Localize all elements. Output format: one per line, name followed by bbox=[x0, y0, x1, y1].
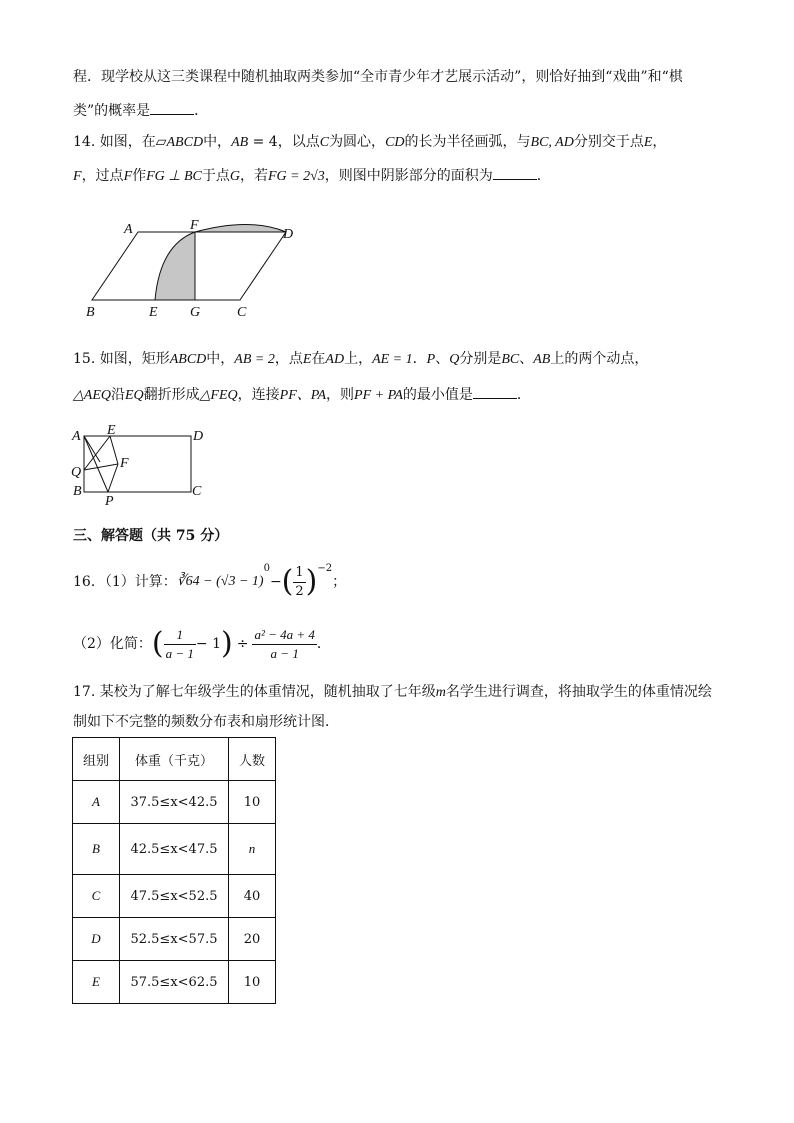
segment-qa-dash bbox=[84, 436, 100, 462]
table-row bbox=[73, 781, 276, 824]
q15-end: ． bbox=[516, 387, 531, 403]
answer-blank-15 bbox=[473, 386, 517, 399]
table-cell: 20 bbox=[229, 918, 276, 961]
q15-math: AE = 1 bbox=[372, 352, 413, 367]
q14-text: 分别交于点 bbox=[573, 134, 644, 150]
q15-math: PF + PA bbox=[354, 388, 403, 403]
table-header: 组别 bbox=[73, 738, 120, 781]
q17-text: 名学生进行调查，将抽取学生的体重情况绘 bbox=[445, 684, 712, 700]
q14-line2 bbox=[73, 167, 551, 186]
q16-exp-neg2: −2 bbox=[317, 563, 333, 574]
frequency-table bbox=[72, 737, 276, 1004]
q14-math: CD bbox=[385, 135, 405, 150]
q15-math: PF、PA bbox=[279, 388, 327, 403]
label-f: F bbox=[190, 218, 199, 233]
q14-text: ，则图中阴影部分的面积为 bbox=[324, 168, 493, 184]
table-cell: A bbox=[73, 781, 120, 824]
q15-text: 、 bbox=[435, 351, 450, 367]
q15-math: AD bbox=[325, 352, 345, 367]
table-row bbox=[73, 961, 276, 1004]
paren-left: ( bbox=[281, 564, 294, 599]
q14-text: 中， bbox=[203, 134, 232, 150]
rectangle-abcd bbox=[84, 436, 191, 492]
q14-math: C bbox=[319, 135, 330, 150]
fraction-half bbox=[293, 564, 305, 601]
q14-text: = 4，以点 bbox=[248, 134, 320, 150]
q16-label2: （2）化简： bbox=[73, 636, 152, 652]
q13-text-line2 bbox=[73, 102, 208, 120]
table-header: 人数 bbox=[229, 738, 276, 781]
table-cell: 10 bbox=[229, 961, 276, 1004]
answer-blank-14 bbox=[493, 167, 537, 180]
q15-text: 翻折形成 bbox=[143, 387, 200, 403]
q15-text: 在 bbox=[311, 351, 326, 367]
table-cell: 47.5≤x<52.5 bbox=[120, 875, 229, 918]
parallelogram-symbol: ▱ bbox=[155, 134, 167, 150]
table-cell: 37.5≤x<42.5 bbox=[120, 781, 229, 824]
table-cell: D bbox=[73, 918, 120, 961]
label-d: D bbox=[283, 227, 294, 242]
q16-minus: − bbox=[269, 574, 282, 590]
q15-math: △FEQ bbox=[199, 388, 238, 403]
q14-math: ABCD bbox=[166, 135, 204, 150]
segment-fp bbox=[108, 464, 118, 492]
q15-math: △AEQ bbox=[73, 388, 111, 403]
q15-math: AB = 2 bbox=[234, 352, 275, 367]
segment-qf bbox=[84, 464, 118, 470]
section-heading: 三、解答题（共 75 分） bbox=[73, 528, 229, 544]
q14-end: ． bbox=[536, 168, 551, 184]
q14-math: AB bbox=[231, 135, 249, 150]
table-cell: E bbox=[73, 961, 120, 1004]
table-cell: 40 bbox=[229, 875, 276, 918]
label-a: A bbox=[72, 429, 81, 444]
label-a: A bbox=[124, 222, 133, 237]
segment-ef bbox=[110, 436, 118, 464]
q15-text: 中， bbox=[206, 351, 235, 367]
label-e: E bbox=[107, 423, 116, 438]
table-cell: 42.5≤x<47.5 bbox=[120, 824, 229, 875]
q14-line1 bbox=[73, 133, 666, 152]
segment-pa bbox=[84, 436, 108, 492]
q15-math: AB bbox=[533, 352, 551, 367]
table-cell: C bbox=[73, 875, 120, 918]
label-p: P bbox=[105, 494, 114, 509]
q14-text: ， bbox=[652, 134, 667, 150]
q15-line2 bbox=[73, 386, 531, 405]
q15-math: Q bbox=[449, 352, 460, 367]
table-cell: 10 bbox=[229, 781, 276, 824]
answer-blank-13 bbox=[150, 102, 194, 115]
q16-minus1: − 1 bbox=[195, 636, 222, 652]
q14-text: 14. 如图，在 bbox=[73, 134, 156, 150]
q14-math: F bbox=[123, 169, 133, 184]
q14-text: 的长为半径画弧，与 bbox=[404, 134, 531, 150]
q15-text: 15. 如图，矩形 bbox=[73, 351, 170, 367]
fraction-1-over-a-1 bbox=[164, 626, 196, 663]
q14-text: ，若 bbox=[240, 168, 268, 184]
q14-text: 为圆心， bbox=[329, 134, 386, 150]
table-header-row bbox=[73, 738, 276, 781]
q13-text-line1: 程．现学校从这三类课程中随机抽取两类参加“全市青少年才艺展示活动”，则恰好抽到“戏曲”和“棋 bbox=[73, 69, 683, 85]
frac-den: a − 1 bbox=[270, 645, 299, 661]
q15-text: ，点 bbox=[274, 351, 303, 367]
frac-num: 1 bbox=[164, 626, 196, 645]
frac-den: a − 1 bbox=[165, 645, 194, 661]
label-q: Q bbox=[71, 465, 82, 480]
paren-left: ( bbox=[151, 626, 164, 661]
q17-line2: 制如下不完整的频数分布表和扇形统计图． bbox=[73, 714, 339, 730]
q14-math: G bbox=[229, 169, 240, 184]
label-c: C bbox=[237, 305, 247, 320]
label-d: D bbox=[193, 429, 204, 444]
q15-text: 沿 bbox=[110, 387, 125, 403]
paren-right: ) bbox=[305, 564, 318, 599]
q15-text: 、 bbox=[519, 351, 534, 367]
paren-right: ) bbox=[221, 626, 233, 661]
q14-text: 作 bbox=[132, 168, 147, 184]
q16-end: ． bbox=[316, 636, 331, 652]
q15-math: EQ bbox=[124, 388, 144, 403]
q16-expr: ∛64 − (√3 − 1) bbox=[176, 574, 264, 589]
table-cell: n bbox=[229, 824, 276, 875]
q15-text: 上的两个动点， bbox=[550, 351, 649, 367]
q14-math: F bbox=[73, 169, 82, 184]
q14-text: 于点 bbox=[201, 168, 230, 184]
label-b: B bbox=[73, 484, 82, 499]
table-header: 体重（千克） bbox=[120, 738, 229, 781]
q15-text: 上， bbox=[344, 351, 373, 367]
q15-text: ，则 bbox=[326, 387, 355, 403]
fraction-quadratic bbox=[252, 626, 316, 663]
q13-end: ． bbox=[194, 103, 209, 119]
table-cell: 52.5≤x<57.5 bbox=[120, 918, 229, 961]
label-g: G bbox=[190, 305, 201, 320]
q15-math: P bbox=[426, 352, 436, 367]
q15-math: ABCD bbox=[169, 352, 207, 367]
q14-math: BC, AD bbox=[530, 135, 574, 150]
q15-text: 的最小值是 bbox=[402, 387, 473, 403]
q14-math: FG = 2√3 bbox=[268, 169, 325, 184]
frac-num: a² − 4a + 4 bbox=[252, 626, 316, 645]
figure-q15 bbox=[70, 422, 220, 512]
q17-math: m bbox=[435, 685, 446, 700]
q14-text: ，过点 bbox=[81, 168, 124, 184]
q15-text: 分别是 bbox=[459, 351, 502, 367]
figure-q14 bbox=[80, 215, 320, 325]
table-row bbox=[73, 875, 276, 918]
q16-semicolon: ； bbox=[332, 574, 347, 590]
shaded-region bbox=[155, 232, 195, 300]
q16-label: 16．（1）计算： bbox=[73, 574, 177, 590]
frac-den: 2 bbox=[295, 583, 304, 599]
table-row bbox=[73, 824, 276, 875]
q16-part2 bbox=[73, 622, 331, 666]
q16-exp0: 0 bbox=[263, 563, 270, 574]
table-cell: 57.5≤x<62.5 bbox=[120, 961, 229, 1004]
q15-text: ，连接 bbox=[237, 387, 280, 403]
label-f: F bbox=[120, 456, 129, 471]
q17-line1 bbox=[73, 683, 712, 702]
frac-num: 1 bbox=[293, 564, 305, 583]
q15-math: BC bbox=[501, 352, 520, 367]
q14-math: E bbox=[643, 135, 653, 150]
q15-math: E bbox=[302, 352, 312, 367]
label-e: E bbox=[149, 305, 158, 320]
q15-line1 bbox=[73, 350, 648, 369]
table-row bbox=[73, 918, 276, 961]
label-b: B bbox=[86, 305, 95, 320]
q16-part1 bbox=[73, 560, 346, 604]
q17-text: 17. 某校为了解七年级学生的体重情况，随机抽取了七年级 bbox=[73, 684, 436, 700]
q14-math: FG ⊥ BC bbox=[146, 169, 202, 184]
q15-text: ． bbox=[412, 351, 427, 367]
table-cell: B bbox=[73, 824, 120, 875]
divide-sign: ÷ bbox=[236, 636, 249, 652]
segment-eq bbox=[84, 436, 110, 470]
q13-text: 类”的概率是 bbox=[73, 103, 151, 119]
label-c: C bbox=[192, 484, 202, 499]
